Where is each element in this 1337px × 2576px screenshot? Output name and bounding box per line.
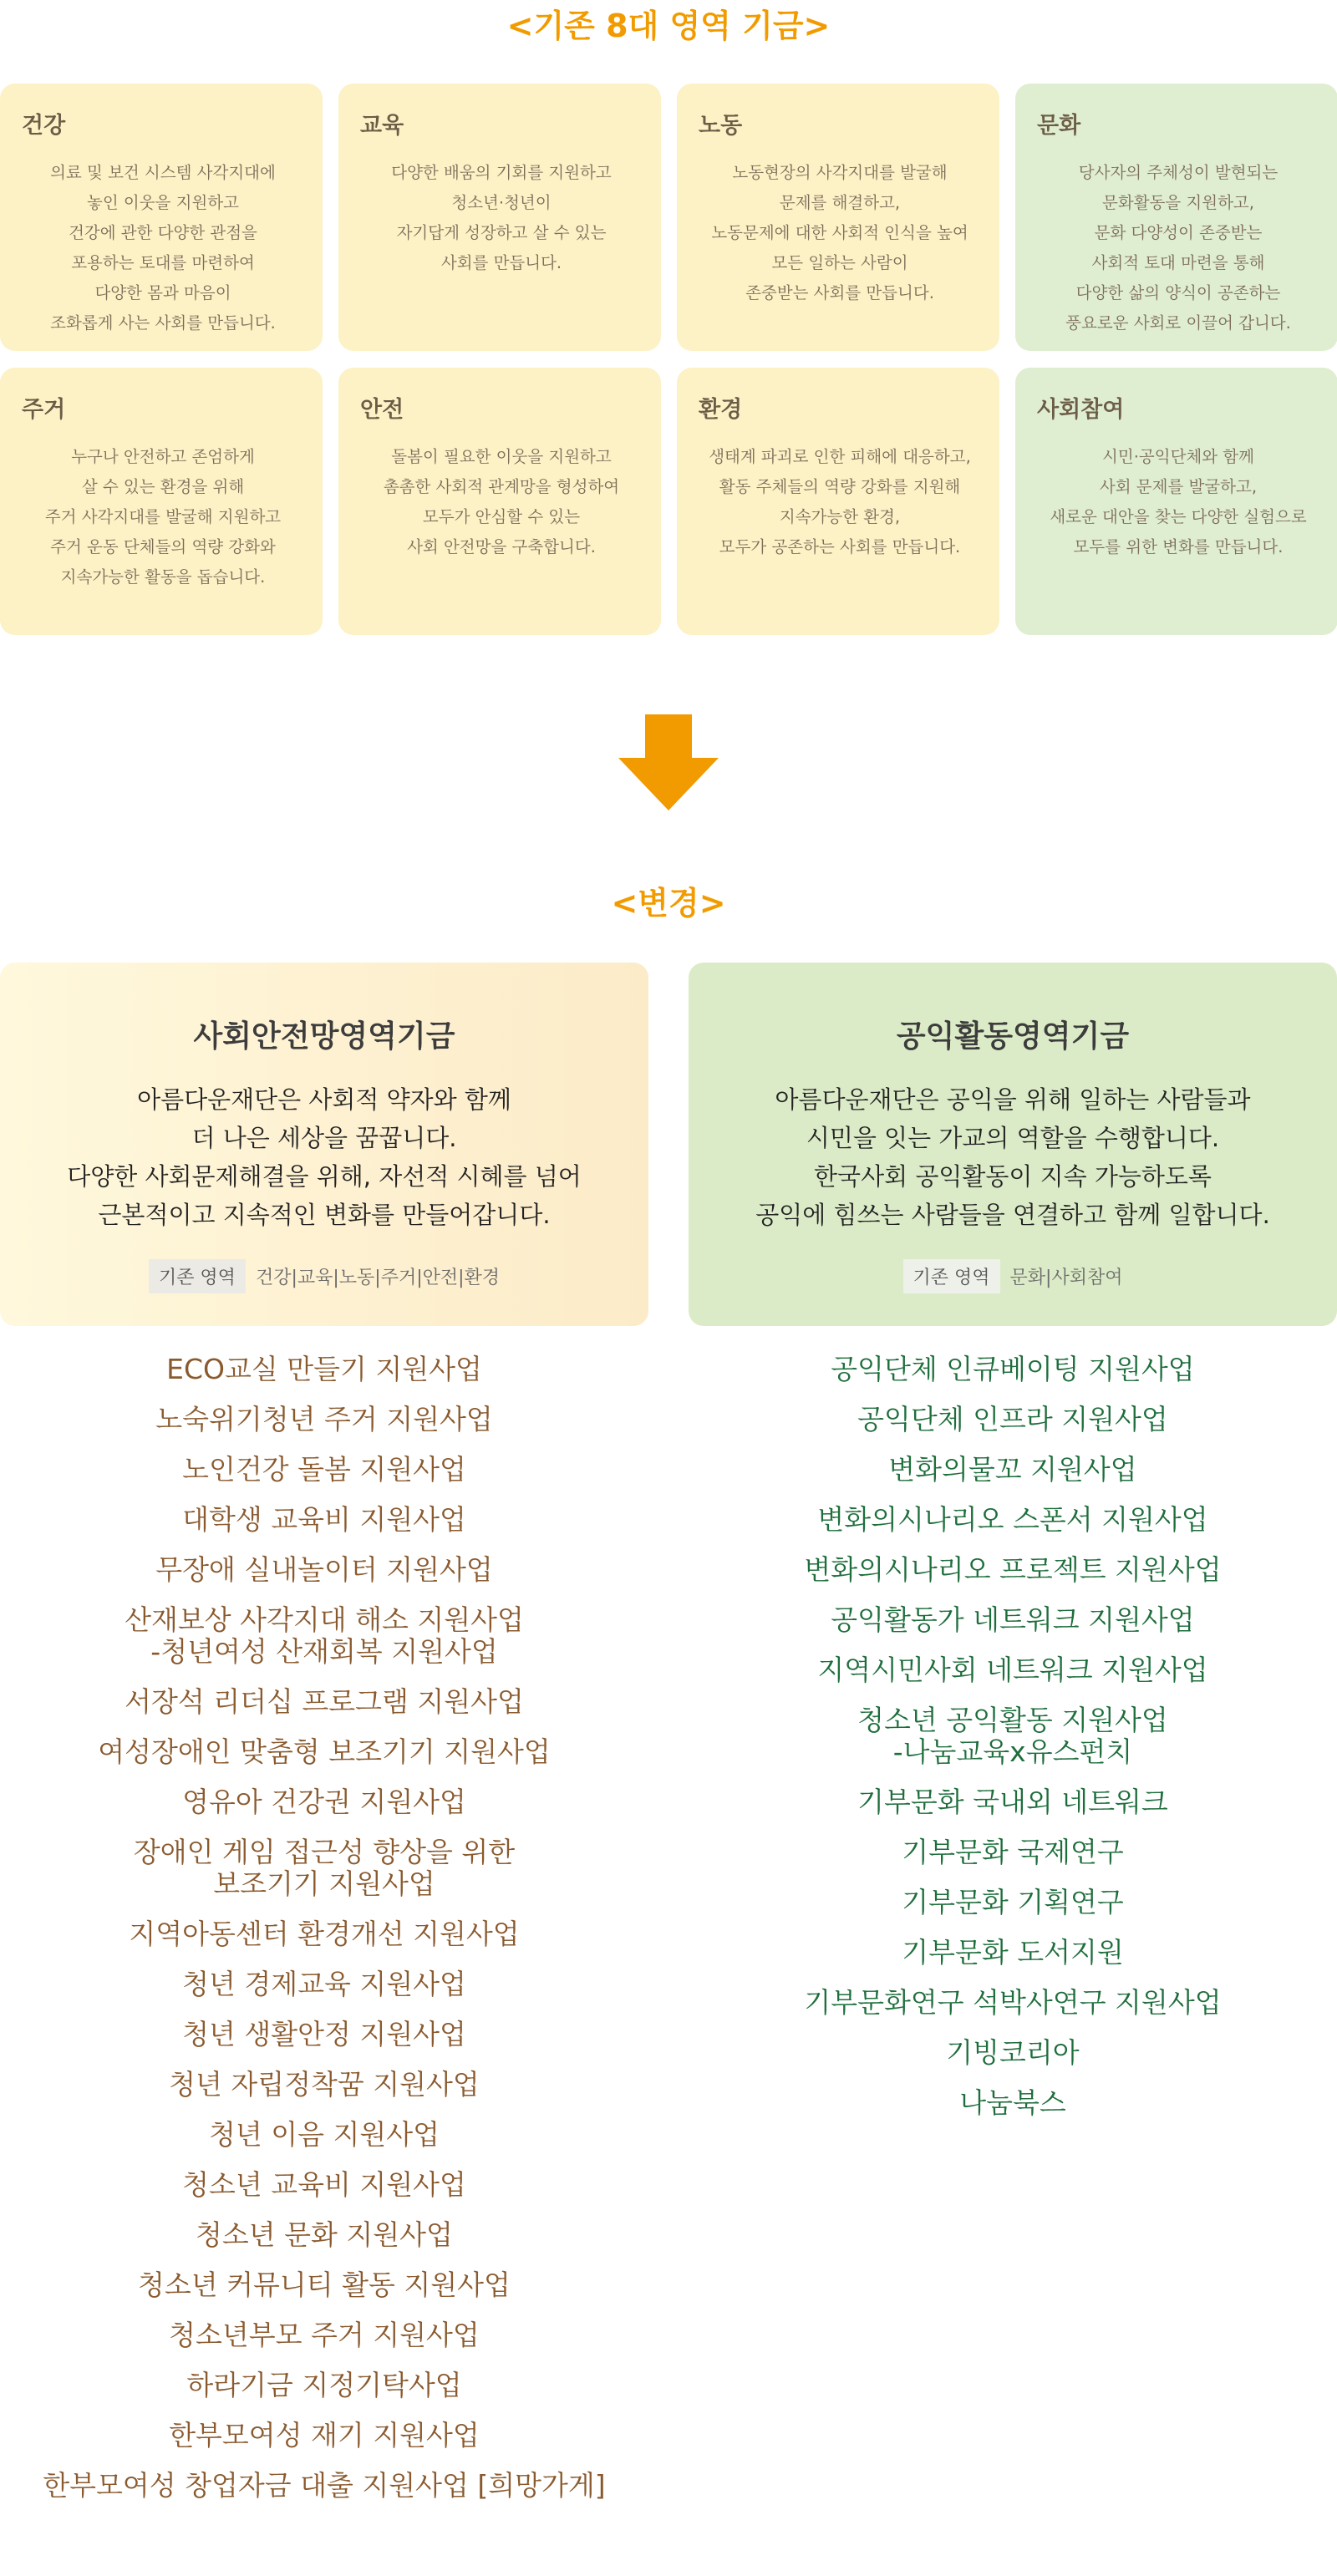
program-item: 변화의시나리오 스폰서 지원사업	[817, 1503, 1208, 1536]
area-card-labor	[677, 84, 999, 351]
area-card-housing	[0, 368, 323, 635]
area-card-culture	[1015, 84, 1337, 351]
program-item: 서장석 리더십 프로그램 지원사업	[125, 1685, 524, 1718]
existing-areas-heading: <기존 8대 영역 기금>	[506, 8, 831, 44]
program-item: 무장애 실내놀이터 지원사업	[155, 1553, 493, 1586]
fund-origin	[0, 1259, 648, 1293]
area-card-title: 환경	[699, 397, 743, 423]
public-activity-fund-box	[689, 963, 1337, 1326]
area-card-description: 다양한 배움의 기회를 지원하고 청소년·청년이 자기답게 성장하고 살 수 있는 사회를 만듭니다.	[391, 163, 612, 272]
origin-areas: 건강|교육|노동|주거|안전|환경	[255, 1268, 501, 1288]
origin-tag: 기존 영역	[903, 1259, 1000, 1293]
program-item: 노숙위기청년 주거 지원사업	[155, 1403, 493, 1435]
program-item: 노인건강 돌봄 지원사업	[182, 1453, 466, 1486]
origin-tag: 기존 영역	[149, 1259, 246, 1293]
program-item: 기부문화 국내외 네트워크	[857, 1786, 1168, 1818]
program-item: 공익활동가 네트워크 지원사업	[831, 1603, 1195, 1636]
social-safety-program-list	[0, 1354, 648, 2520]
program-item: 영유아 건강권 지원사업	[182, 1786, 466, 1818]
area-card-description: 시민·공익단체와 함께 사회 문제를 발굴하고, 새로운 대안을 찾는 다양한 실험으로 모두를 위한 변화를 만듭니다.	[1050, 447, 1307, 556]
area-card-description: 의료 및 보건 시스템 사각지대에 놓인 이웃을 지원하고 건강에 관한 다양한 관점을 포용하는 토대를 마련하여 다양한 몸과 마음이 조화롭게 사는 사회를 만듭니다.	[50, 163, 276, 333]
origin-areas: 문화|사회참여	[1009, 1268, 1123, 1288]
area-card-title: 건강	[22, 113, 66, 139]
program-item: 청소년 공익활동 지원사업 -나눔교육x유스펀치	[857, 1704, 1168, 1768]
program-item: 공익단체 인프라 지원사업	[857, 1403, 1168, 1435]
program-item: 청소년부모 주거 지원사업	[169, 2319, 480, 2351]
program-item: 청년 자립정착꿈 지원사업	[169, 2068, 480, 2101]
program-item: 청년 이음 지원사업	[208, 2118, 440, 2151]
area-card-title: 교육	[360, 113, 404, 139]
area-card-description: 당사자의 주체성이 발현되는 문화활동을 지원하고, 문화 다양성이 존중받는 사회적 토대 마련을 통해 다양한 삶의 양식이 공존하는 풍요로운 사회로 이끌어 갑니다.	[1065, 163, 1291, 333]
area-card-description: 노동현장의 사각지대를 발굴해 문제를 해결하고, 노동문제에 대한 사회적 인식을 높여 모든 일하는 사람이 존중받는 사회를 만듭니다.	[711, 163, 968, 302]
program-item: 한부모여성 창업자금 대출 지원사업 [희망가게]	[43, 2469, 606, 2502]
program-item: 변화의물꼬 지원사업	[888, 1453, 1137, 1486]
area-card-education	[338, 84, 661, 351]
program-item: 변화의시나리오 프로젝트 지원사업	[804, 1553, 1222, 1586]
program-item: 기부문화 기획연구	[902, 1886, 1124, 1918]
area-card-title: 주거	[22, 397, 66, 423]
area-card-description: 누구나 안전하고 존엄하게 살 수 있는 환경을 위해 주거 사각지대를 발굴해 지원하고 주거 운동 단체들의 역량 강화와 지속가능한 활동을 돕습니다.	[44, 447, 282, 587]
program-item: 나눔북스	[959, 2086, 1066, 2119]
program-item: 기부문화 국제연구	[902, 1836, 1124, 1868]
down-arrow-icon	[618, 714, 719, 810]
area-card-environment	[677, 368, 999, 635]
area-card-title: 사회참여	[1037, 397, 1125, 423]
changed-heading: <변경>	[611, 885, 726, 922]
program-item: 여성장애인 맞춤형 보조기기 지원사업	[98, 1735, 551, 1768]
program-item: 지역시민사회 네트워크 지원사업	[817, 1654, 1208, 1686]
area-card-description: 생태계 파괴로 인한 피해에 대응하고, 활동 주체들의 역량 강화를 지원해 지속가능한 환경, 모두가 공존하는 사회를 만듭니다.	[709, 447, 971, 556]
program-item: 공익단체 인큐베이팅 지원사업	[831, 1353, 1195, 1385]
area-card-title: 안전	[360, 397, 404, 423]
fund-title: 공익활동영역기금	[896, 1019, 1130, 1054]
fund-origin	[689, 1259, 1337, 1293]
program-item: 청년 경제교육 지원사업	[182, 1968, 466, 2000]
program-item: 청소년 커뮤니티 활동 지원사업	[138, 2269, 511, 2301]
area-card-safety	[338, 368, 661, 635]
social-safety-fund-box	[0, 963, 648, 1326]
program-item: 대학생 교육비 지원사업	[182, 1503, 466, 1536]
public-activity-program-list	[689, 1354, 1337, 2137]
area-card-description: 돌봄이 필요한 이웃을 지원하고 촘촘한 사회적 관계망을 형성하여 모두가 안심할 수 있는 사회 안전망을 구축합니다.	[383, 447, 620, 556]
area-card-social-participation	[1015, 368, 1337, 635]
fund-description: 아름다운재단은 공익을 위해 일하는 사람들과 시민을 잇는 가교의 역할을 수행합니다. 한국사회 공익활동이 지속 가능하도록 공익에 힘쓰는 사람들을 연결하고 함께 일합니다.	[755, 1085, 1270, 1229]
area-card-title: 문화	[1037, 113, 1081, 139]
program-item: ECO교실 만들기 지원사업	[166, 1353, 482, 1385]
program-item: 청소년 문화 지원사업	[196, 2218, 453, 2251]
fund-description: 아름다운재단은 사회적 약자와 함께 더 나은 세상을 꿈꿉니다. 다양한 사회문제해결을 위해, 자선적 시혜를 넘어 근본적이고 지속적인 변화를 만들어갑니다.	[67, 1085, 582, 1229]
program-item: 기부문화연구 석박사연구 지원사업	[804, 1986, 1222, 2019]
program-item: 청소년 교육비 지원사업	[182, 2168, 466, 2201]
fund-title: 사회안전망영역기금	[193, 1019, 455, 1054]
area-card-title: 노동	[699, 113, 743, 139]
program-item: 청년 생활안정 지원사업	[182, 2018, 466, 2050]
program-item: 장애인 게임 접근성 향상을 위한 보조기기 지원사업	[133, 1836, 516, 1900]
program-item: 기빙코리아	[946, 2036, 1080, 2069]
area-card-health	[0, 84, 323, 351]
program-item: 산재보상 사각지대 해소 지원사업 -청년여성 산재회복 지원사업	[125, 1603, 524, 1668]
area-card-grid	[0, 84, 1337, 635]
program-item: 하라기금 지정기탁사업	[186, 2369, 462, 2401]
program-item: 기부문화 도서지원	[902, 1936, 1124, 1969]
program-item: 지역아동센터 환경개선 지원사업	[129, 1918, 520, 1950]
program-item: 한부모여성 재기 지원사업	[169, 2419, 480, 2452]
